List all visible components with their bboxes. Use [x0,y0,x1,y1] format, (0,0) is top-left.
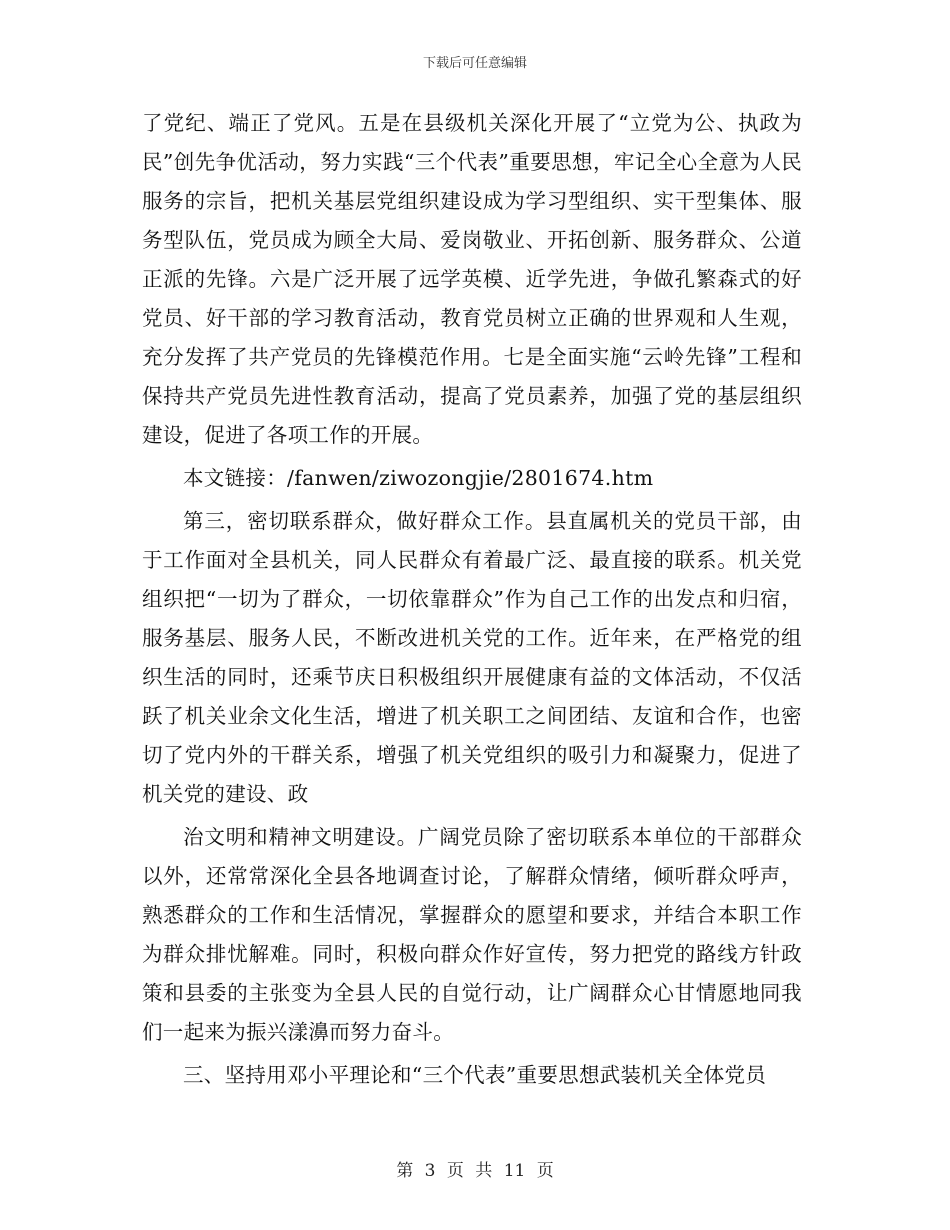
paragraph-third-point: 第三，密切联系群众，做好群众工作。县直属机关的党员干部，由于工作面对全县机关，同人民群众有着最广泛、最直接的联系。机关党组织把“一切为了群众，一切依靠群众”作为自己工作的出发点和归宿，服务基层、服务人民，不断改进机关党的工作。近年来，在严格党的组织生活的同时，还乘节庆日积极组织开展健康有益的文体活动，不仅活跃了机关业余文化生活，增进了机关职工之间团结、友谊和合作，也密切了党内外的干群关系，增强了机关党组织的吸引力和凝聚力，促进了机关党的建设、政 [142,509,802,806]
article-link: 本文链接：/fanwen/ziwozongjie/2801674.htm [183,466,654,490]
paragraph-civilization: 治文明和精神文明建设。广阔党员除了密切联系本单位的干部群众以外，还常常深化全县各地调查讨论，了解群众情绪，倾听群众呼声，熟悉群众的工作和生活情况，掌握群众的愿望和要求，并结合本职工作为群众排忧解难。同时，积极向群众作好宣传，努力把党的路线方针政策和县委的主张变为全县人民的自觉行动，让广阔群众心甘情愿地同我们一起来为振兴漾濞而努力奋斗。 [142,825,802,1044]
paragraph-continuation: 了党纪、端正了党风。五是在县级机关深化开展了“立党为公、执政为民”创先争优活动，努力实践“三个代表”重要思想，牢记全心全意为人民服务的宗旨，把机关基层党组织建设成为学习型组织、实干型集体、服务型队伍，党员成为顾全大局、爱岗敬业、开拓创新、服务群众、公道正派的先锋。六是广泛开展了远学英模、近学先进，争做孔繁森式的好党员、好干部的学习教育活动，教育党员树立正确的世界观和人生观，充分发挥了共产党员的先锋模范作用。七是全面实施“云岭先锋”工程和保持共产党员先进性教育活动，提高了党员素养，加强了党的基层组织建设，促进了各项工作的开展。 [142,111,802,447]
page-number: 第 3 页 共 11 页 [396,1161,554,1181]
header-note: 下载后可任意编辑 [422,56,527,71]
section-heading: 三、坚持用邓小平理论和“三个代表”重要思想武装机关全体党员 [183,1063,767,1087]
document-body [142,104,802,1099]
